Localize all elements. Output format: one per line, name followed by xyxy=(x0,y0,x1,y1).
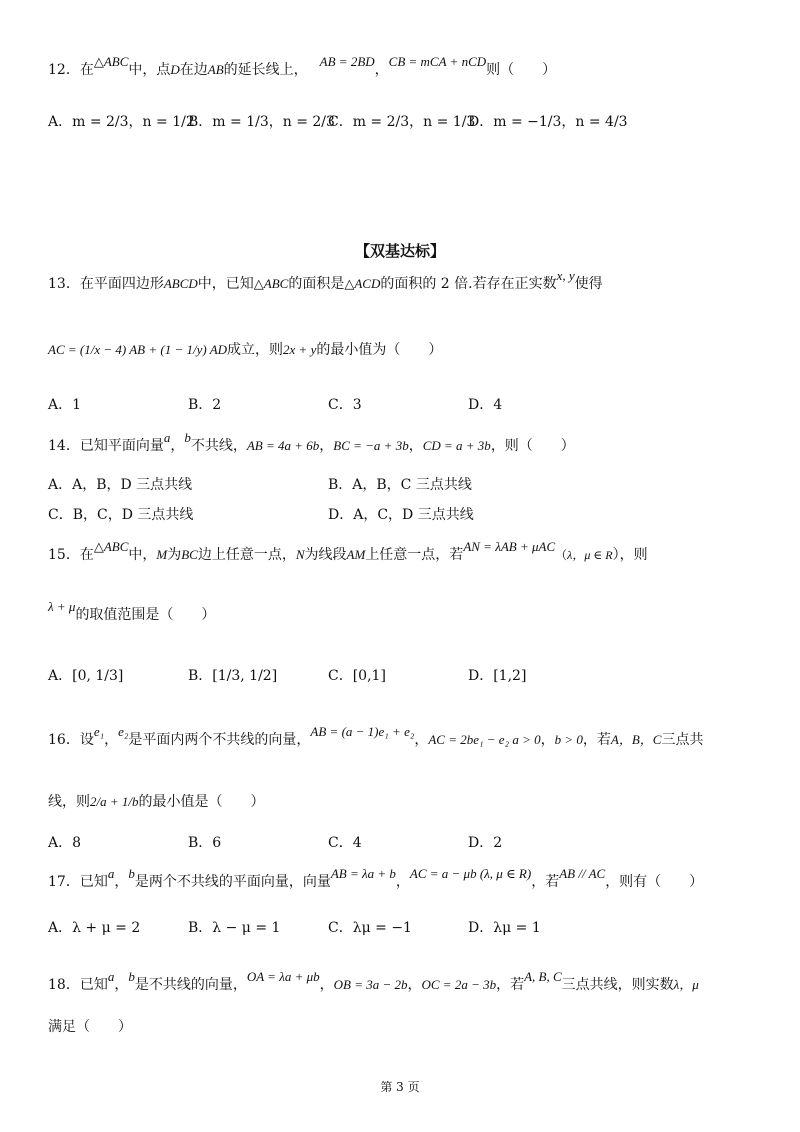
q16-option-b: B．6 xyxy=(188,835,222,851)
q16-option-c: C．4 xyxy=(328,835,362,851)
q13-option-c: C．3 xyxy=(328,397,362,413)
math-expr: △ABC xyxy=(93,539,129,554)
question-17-stem: 17．已知a，b是两个不共线的平面向量，向量AB = λa + b，AC = a − μb (λ, μ ∈ R)，若AB // AC，则有（ ） xyxy=(48,866,704,890)
q17-option-c: C．λμ = −1 xyxy=(328,920,412,936)
math-expr: AC = a − μb (λ, μ ∈ R) xyxy=(409,866,532,881)
question-15-stem: 15．在△ABC中，M为BC边上任意一点，N为线段AM上任意一点，若AN = λAB + μAC（λ，μ ∈ R），则 xyxy=(48,539,648,563)
question-16-stem-cont: 线，则2/a + 1/b的最小值是（ ） xyxy=(48,794,265,810)
q13-option-a: A．1 xyxy=(48,397,82,413)
math-expr: 2/a + 1/b xyxy=(90,794,139,809)
math-expr: x, y xyxy=(556,268,575,283)
math-expr: AM xyxy=(346,547,366,562)
math-expr: D xyxy=(170,62,180,77)
q16-option-d: D．2 xyxy=(468,835,503,851)
math-expr: AB = 4a + 6b xyxy=(246,438,320,453)
math-expr: OC = 2a − 3b xyxy=(421,977,497,992)
q12-option-c: C．m = 2/3，n = 1/3 xyxy=(328,114,476,130)
math-expr: △ACD xyxy=(344,276,381,291)
question-13-formula: AC = (1/x − 4) AB + (1 − 1/y) AD成立，则2x + y的最小值为（ ） xyxy=(48,342,443,358)
q12-option-d: D．m = −1/3，n = 4/3 xyxy=(468,114,628,130)
math-expr: a xyxy=(107,969,115,984)
q17-option-d: D．λμ = 1 xyxy=(468,920,541,936)
math-expr: AB xyxy=(207,62,224,77)
q12-option-b: B．m = 1/3，n = 2/3 xyxy=(188,114,335,130)
math-expr: OB = 3a − 2b xyxy=(333,977,408,992)
math-expr: AN = λAB + μAC xyxy=(463,539,556,554)
q17-option-a: A．λ + μ = 2 xyxy=(48,920,141,936)
math-expr: AB // AC xyxy=(559,866,606,881)
math-expr: λ，μ ∈ R xyxy=(567,548,613,562)
math-expr: BC = −a + 3b xyxy=(333,438,409,453)
q15-option-d: D．[1,2] xyxy=(468,668,527,684)
question-16-stem: 16．设e₁，e₂是平面内两个不共线的向量，AB = (a − 1)e₁ + e₂，AC = 2be₁ − e₂ a > 0，b > 0，若A，B，C三点共 xyxy=(48,724,704,748)
q14-option-d: D．A，C，D 三点共线 xyxy=(328,507,474,523)
question-13-stem: 13．在平面四边形ABCD中，已知△ABC的面积是△ACD的面积的 2 倍.若存在正实数x, y使得 xyxy=(48,268,603,292)
math-expr: λ + μ xyxy=(48,599,76,614)
q14-option-b: B．A，B，C 三点共线 xyxy=(328,477,472,493)
math-expr: AB = 2BD xyxy=(319,54,375,69)
q13-option-d: D．4 xyxy=(468,397,503,413)
math-expr: AC = 2be₁ − e₂ a > 0 xyxy=(428,732,541,747)
q17-option-b: B．λ − μ = 1 xyxy=(188,920,281,936)
math-expr: AB = λa + b xyxy=(330,866,396,881)
math-expr: N xyxy=(295,547,305,562)
q13-option-b: B．2 xyxy=(188,397,222,413)
math-expr: b xyxy=(184,430,191,445)
q14-option-c: C．B，C，D 三点共线 xyxy=(48,507,194,523)
question-18-stem-cont: 满足（ ） xyxy=(48,1019,132,1035)
math-expr: M xyxy=(156,547,168,562)
math-expr: e₂ xyxy=(118,724,129,739)
math-expr: a xyxy=(163,430,171,445)
math-expr: 2x + y xyxy=(283,342,317,357)
math-expr: A, B, C xyxy=(524,969,562,984)
question-15-stem-cont: λ + μ的取值范围是（ ） xyxy=(48,599,216,623)
q12-option-a: A．m = 2/3，n = 1/2 xyxy=(48,114,195,130)
math-expr: AC = (1/x − 4) AB + (1 − 1/y) AD xyxy=(48,342,228,357)
math-expr: OA = λa + μb xyxy=(246,969,320,984)
math-expr: ABCD xyxy=(163,276,198,291)
q15-option-a: A．[0, 1/3] xyxy=(48,668,124,684)
math-expr: CB = mCA + nCD xyxy=(388,54,487,69)
math-expr: b xyxy=(128,866,135,881)
question-18-stem: 18．已知a，b是不共线的向量，OA = λa + μb，OB = 3a − 2b，OC = 2a − 3b，若A, B, C三点共线，则实数λ，μ xyxy=(48,969,699,993)
q15-option-b: B．[1/3, 1/2] xyxy=(188,668,278,684)
section-title: 【双基达标】 xyxy=(354,242,445,260)
q15-option-c: C．[0,1] xyxy=(328,668,386,684)
math-expr: e₁ xyxy=(93,724,105,739)
question-14-stem: 14．已知平面向量a，b不共线，AB = 4a + 6b，BC = −a + 3b，CD = a + 3b，则（ ） xyxy=(48,430,575,454)
math-expr: b xyxy=(128,969,135,984)
math-expr: △ABC xyxy=(93,54,129,69)
page-number: 第 3 页 xyxy=(380,1080,420,1094)
q16-option-a: A．8 xyxy=(48,835,82,851)
math-expr: AB = (a − 1)e₁ + e₂ xyxy=(310,724,415,739)
q14-option-a: A．A，B，D 三点共线 xyxy=(48,477,193,493)
math-expr: a xyxy=(107,866,115,881)
question-12-stem: 12．在△ABC中，点D在边AB的延长线上，AB = 2BD，CB = mCA + nCD则（ ） xyxy=(48,54,557,78)
math-expr: CD = a + 3b xyxy=(422,438,491,453)
math-expr: BC xyxy=(181,547,198,562)
math-expr: A，B，C xyxy=(610,732,662,747)
math-expr: b > 0 xyxy=(554,732,583,747)
math-expr: λ，μ xyxy=(673,977,699,992)
math-expr: △ABC xyxy=(253,276,289,291)
